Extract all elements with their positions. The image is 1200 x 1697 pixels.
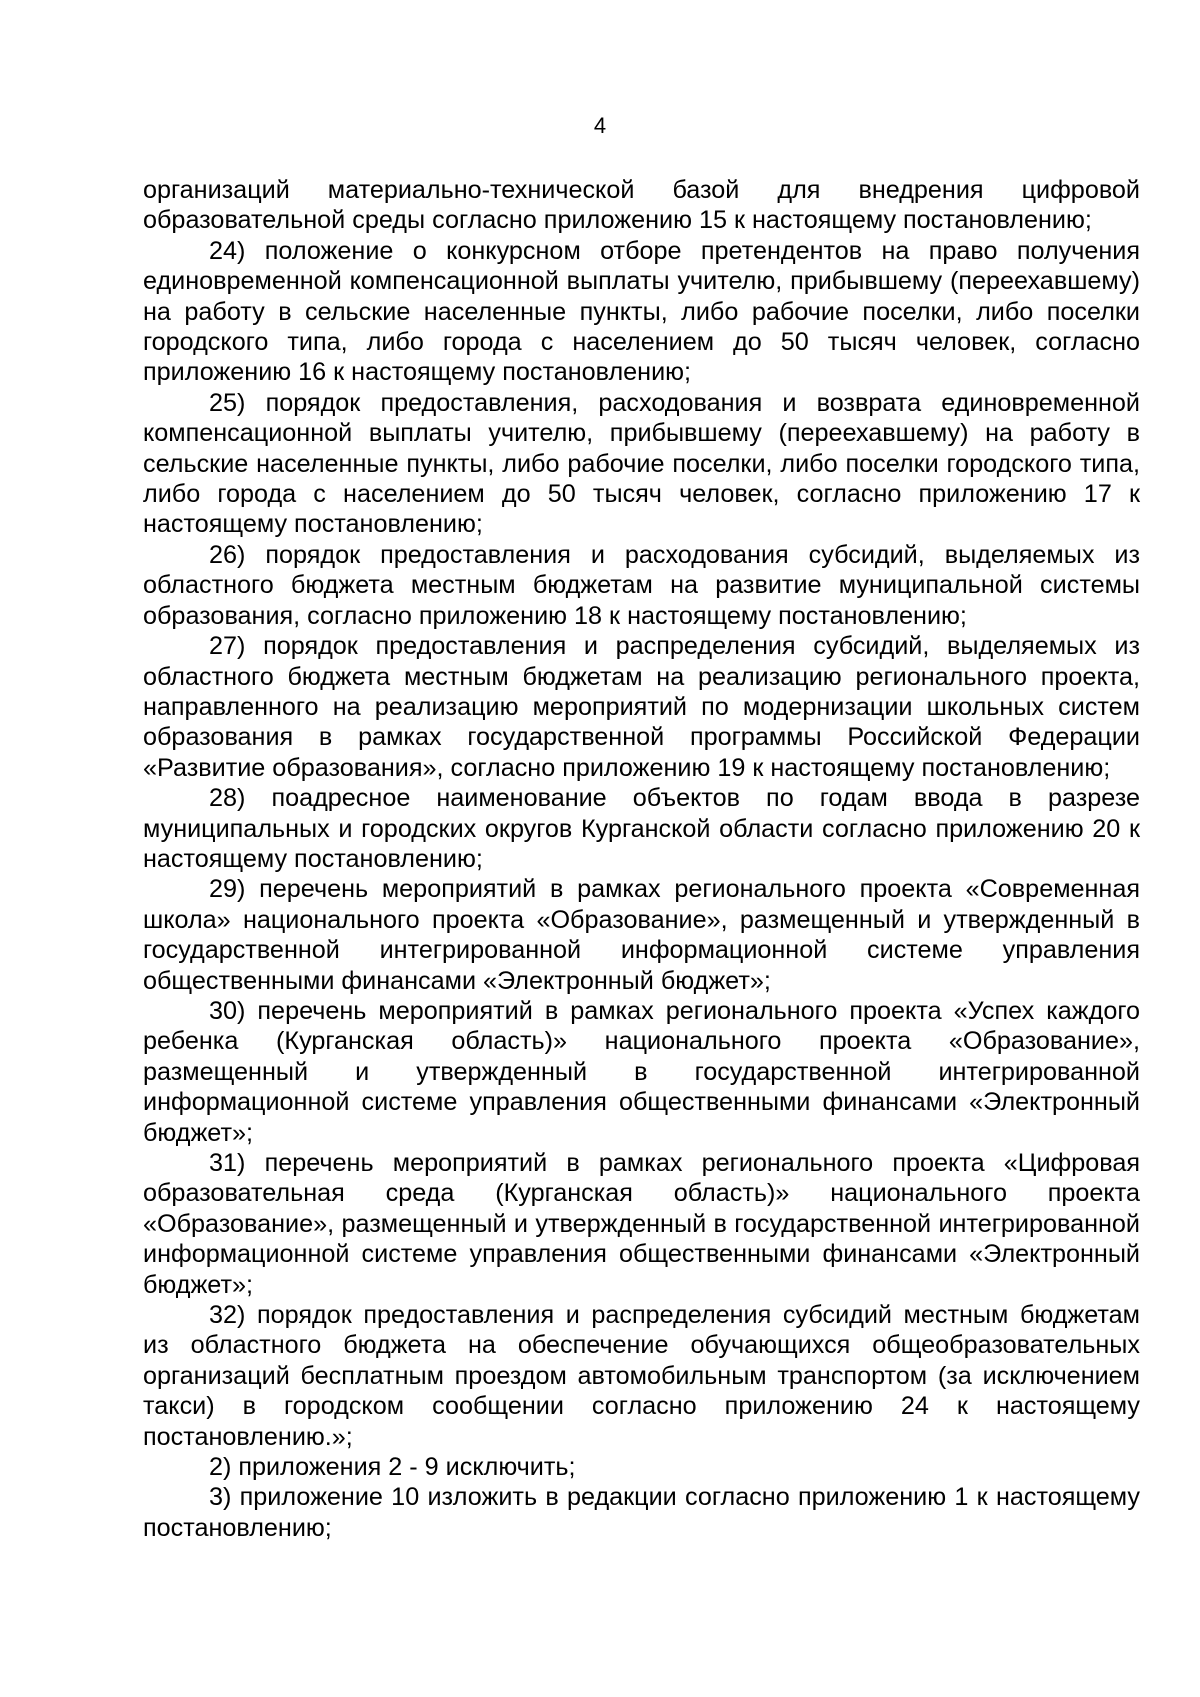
paragraph-item-25: 25) порядок предоставления, расходования и возврата единовременной компенсационной выплаты учителю, прибывшему (переехавшему) на работу в сельские населенные пункты, либо рабочие поселки, либо поселки городского типа, либо города с населением до 50 тысяч человек, согласно приложению 17 к настоящему постановлению; <box>143 388 1140 539</box>
paragraph-point-3: 3) приложение 10 изложить в редакции согласно приложению 1 к настоящему постановлению; <box>143 1483 1140 1542</box>
paragraph-item-32: 32) порядок предоставления и распределения субсидий местным бюджетам из областного бюджета на обеспечение обучающихся общеобразовательных организаций бесплатным проездом автомобильным транспортом (за исключением такси) в городском сообщении согласно приложению 24 к настоящему постановлению.»; <box>143 1301 1140 1451</box>
paragraph-item-27: 27) порядок предоставления и распределения субсидий, выделяемых из областного бюджета местным бюджетам на реализацию регионального проекта, направленного на реализацию мероприятий по модернизации школьных систем образования в рамках государственной программы Российской Федерации «Развитие образования», согласно приложению 19 к настоящему постановлению; <box>143 632 1140 782</box>
paragraph-item-24: 24) положение о конкурсном отборе претендентов на право получения единовременной компенсационной выплаты учителю, прибывшему (переехавшему) на работу в сельские населенные пункты, либо рабочие поселки, либо поселки городского типа, либо города с населением до 50 тысяч человек, согласно приложению 16 к настоящему постановлению; <box>143 236 1140 387</box>
paragraph-item-28: 28) поадресное наименование объектов по годам ввода в разрезе муниципальных и городских округов Курганской области согласно приложению 20 к настоящему постановлению; <box>143 784 1140 873</box>
paragraph-item-29: 29) перечень мероприятий в рамках регионального проекта «Современная школа» национального проекта «Образование», размещенный и утвержденный в государственной интегрированной информационной системе управления общественными финансами «Электронный бюджет»; <box>143 875 1140 995</box>
paragraph-item-26: 26) порядок предоставления и расходования субсидий, выделяемых из областного бюджета местным бюджетам на развитие муниципальной системы образования, согласно приложению 18 к настоящему постановлению; <box>143 540 1140 630</box>
page-number: 4 <box>593 113 607 138</box>
paragraph-item-30: 30) перечень мероприятий в рамках регионального проекта «Успех каждого ребенка (Курганская область)» национального проекта «Образование», размещенный и утвержденный в государственной интегрированной информационной системе управления общественными финансами «Электронный бюджет»; <box>143 996 1140 1147</box>
document-body <box>143 175 1140 1543</box>
paragraph-point-2: 2) приложения 2 - 9 исключить; <box>209 1453 576 1482</box>
paragraph-item-31: 31) перечень мероприятий в рамках регионального проекта «Цифровая образовательная среда (Курганская область)» национального проекта «Образование», размещенный и утвержденный в государственной интегрированной информационной системе управления общественными финансами «Электронный бюджет»; <box>143 1149 1140 1299</box>
paragraph-continuation: организаций материально-технической базой для внедрения цифровой образовательной среды согласно приложению 15 к настоящему постановлению; <box>143 176 1140 235</box>
